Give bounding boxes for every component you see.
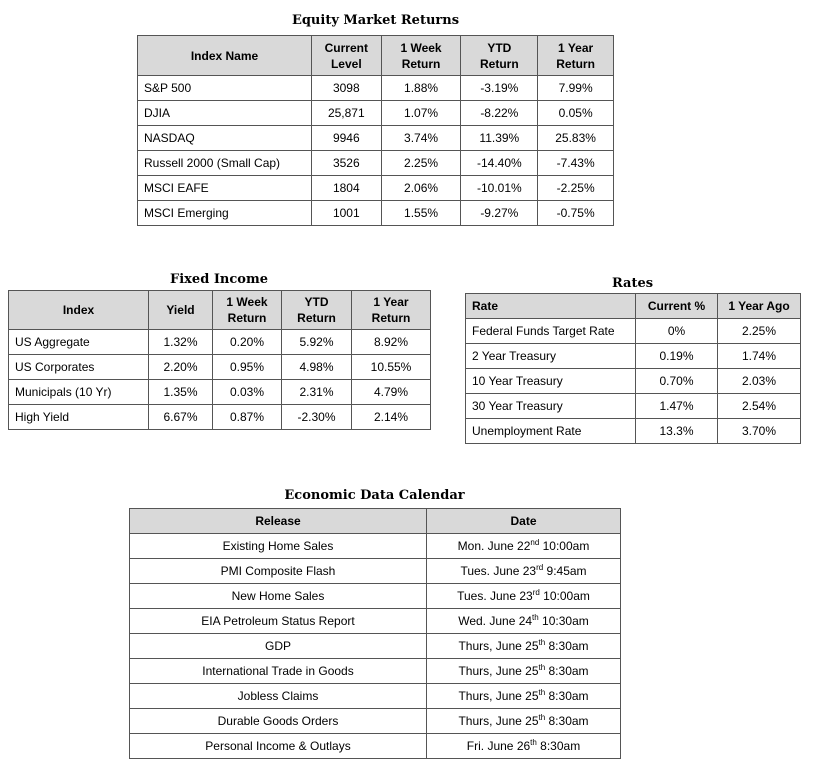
equity-row-cell: Russell 2000 (Small Cap) — [138, 151, 312, 176]
equity-row-cell: 2.25% — [381, 151, 461, 176]
rates-table — [465, 293, 801, 444]
calendar-release-cell: EIA Petroleum Status Report — [130, 609, 427, 634]
rates-section — [465, 275, 800, 444]
calendar-date: Thurs, June 25 — [458, 664, 539, 678]
fixed-income-row — [9, 380, 431, 405]
calendar-release-cell: New Home Sales — [130, 584, 427, 609]
rates-header-row — [466, 294, 801, 319]
calendar-date-cell — [427, 534, 621, 559]
fixed-income-row — [9, 405, 431, 430]
equity-row-cell: 1.55% — [381, 201, 461, 226]
rates-row-cell: 1.47% — [636, 394, 718, 419]
calendar-date-cell — [427, 709, 621, 734]
calendar-row — [130, 659, 621, 684]
calendar-date-suffix: th — [538, 713, 546, 722]
equity-row-cell: 3098 — [312, 76, 382, 101]
fixed-income-title: Fixed Income — [170, 272, 268, 287]
calendar-release-cell: Jobless Claims — [130, 684, 427, 709]
equity-row-cell: 2.06% — [381, 176, 461, 201]
equity-row-cell: 11.39% — [461, 126, 538, 151]
equity-section — [137, 12, 614, 226]
equity-header: 1 Week Return — [381, 36, 461, 76]
fixed-income-row-cell: 2.31% — [282, 380, 352, 405]
calendar-release-cell: Durable Goods Orders — [130, 709, 427, 734]
calendar-time: 10:00am — [539, 539, 590, 553]
calendar-header: Release — [130, 509, 427, 534]
fixed-income-header: YTD Return — [282, 291, 352, 330]
equity-row — [138, 176, 614, 201]
calendar-date-cell — [427, 734, 621, 759]
calendar-time: 10:30am — [538, 614, 589, 628]
fixed-income-row-cell: 0.03% — [213, 380, 282, 405]
calendar-time: 9:45am — [543, 564, 587, 578]
calendar-title: Economic Data Calendar — [284, 488, 465, 503]
calendar-release-cell: International Trade in Goods — [130, 659, 427, 684]
equity-row-cell: DJIA — [138, 101, 312, 126]
equity-row-cell: NASDAQ — [138, 126, 312, 151]
equity-header-row — [138, 36, 614, 76]
calendar-date-cell — [427, 684, 621, 709]
equity-table — [137, 35, 614, 226]
fixed-income-row-cell: 2.20% — [149, 355, 213, 380]
calendar-date: Fri. June 26 — [466, 739, 531, 753]
equity-header: Current Level — [312, 36, 382, 76]
equity-row-cell: S&P 500 — [138, 76, 312, 101]
equity-title: Equity Market Returns — [291, 13, 460, 28]
calendar-date-cell — [427, 609, 621, 634]
fixed-income-row-cell: 0.87% — [213, 405, 282, 430]
rates-row — [466, 394, 801, 419]
calendar-date: Thurs, June 25 — [458, 639, 539, 653]
calendar-date-suffix: rd — [536, 563, 544, 572]
calendar-date-suffix: th — [538, 638, 546, 647]
fixed-income-row-cell: Municipals (10 Yr) — [9, 380, 149, 405]
calendar-date-suffix: nd — [530, 538, 540, 547]
fixed-income-row-cell: 5.92% — [282, 330, 352, 355]
calendar-release-cell: PMI Composite Flash — [130, 559, 427, 584]
equity-row-cell: 0.05% — [538, 101, 614, 126]
equity-row-cell: -3.19% — [461, 76, 538, 101]
equity-row-cell: 25.83% — [538, 126, 614, 151]
fixed-income-row — [9, 330, 431, 355]
fixed-income-header: 1 Week Return — [213, 291, 282, 330]
equity-row — [138, 151, 614, 176]
rates-row-cell: Unemployment Rate — [466, 419, 636, 444]
fixed-income-header: Yield — [149, 291, 213, 330]
equity-header: YTD Return — [461, 36, 538, 76]
rates-row-cell: 2 Year Treasury — [466, 344, 636, 369]
equity-row-cell: 1.07% — [381, 101, 461, 126]
calendar-time: 8:30am — [545, 689, 589, 703]
rates-row-cell: 0.19% — [636, 344, 718, 369]
calendar-header-row — [130, 509, 621, 534]
calendar-date-cell — [427, 659, 621, 684]
rates-row-cell: 30 Year Treasury — [466, 394, 636, 419]
fixed-income-row-cell: 8.92% — [352, 330, 431, 355]
calendar-header: Date — [427, 509, 621, 534]
equity-row-cell: -2.25% — [538, 176, 614, 201]
equity-row — [138, 76, 614, 101]
calendar-date-suffix: rd — [532, 588, 540, 597]
calendar-date: Mon. June 22 — [457, 539, 531, 553]
equity-header: 1 Year Return — [538, 36, 614, 76]
rates-row-cell: 2.25% — [718, 319, 801, 344]
equity-row-cell: -10.01% — [461, 176, 538, 201]
calendar-section — [129, 487, 620, 759]
calendar-row — [130, 609, 621, 634]
calendar-row — [130, 709, 621, 734]
fixed-income-section — [8, 271, 430, 430]
fixed-income-row-cell: 6.67% — [149, 405, 213, 430]
calendar-time: 8:30am — [545, 664, 589, 678]
calendar-date-suffix: th — [538, 688, 546, 697]
rates-row-cell: 2.54% — [718, 394, 801, 419]
rates-row-cell: 2.03% — [718, 369, 801, 394]
calendar-release-cell: GDP — [130, 634, 427, 659]
calendar-time: 10:00am — [539, 589, 590, 603]
equity-row-cell: 3526 — [312, 151, 382, 176]
rates-row-cell: Federal Funds Target Rate — [466, 319, 636, 344]
equity-header: Index Name — [138, 36, 312, 76]
calendar-date-cell — [427, 559, 621, 584]
equity-row-cell: 1001 — [312, 201, 382, 226]
rates-header: Rate — [466, 294, 636, 319]
equity-row — [138, 201, 614, 226]
rates-row — [466, 369, 801, 394]
equity-row-cell: 9946 — [312, 126, 382, 151]
equity-row-cell: MSCI EAFE — [138, 176, 312, 201]
rates-header: 1 Year Ago — [718, 294, 801, 319]
calendar-date: Thurs, June 25 — [458, 689, 539, 703]
fixed-income-row-cell: US Corporates — [9, 355, 149, 380]
rates-row-cell: 1.74% — [718, 344, 801, 369]
calendar-row — [130, 584, 621, 609]
rates-row-cell: 3.70% — [718, 419, 801, 444]
calendar-row — [130, 634, 621, 659]
fixed-income-row-cell: 0.95% — [213, 355, 282, 380]
calendar-date-suffix: th — [530, 738, 537, 747]
fixed-income-row-cell: High Yield — [9, 405, 149, 430]
equity-row-cell: -0.75% — [538, 201, 614, 226]
calendar-release-cell: Existing Home Sales — [130, 534, 427, 559]
fixed-income-row-cell: 4.98% — [282, 355, 352, 380]
calendar-time: 8:30am — [545, 639, 589, 653]
fixed-income-row-cell: 2.14% — [352, 405, 431, 430]
calendar-row — [130, 734, 621, 759]
rates-title: Rates — [611, 276, 654, 291]
fixed-income-row — [9, 355, 431, 380]
fixed-income-row-cell: -2.30% — [282, 405, 352, 430]
calendar-table — [129, 508, 621, 759]
equity-row-cell: 3.74% — [381, 126, 461, 151]
rates-row-cell: 0% — [636, 319, 718, 344]
rates-row-cell: 13.3% — [636, 419, 718, 444]
equity-row — [138, 126, 614, 151]
fixed-income-table — [8, 290, 431, 430]
equity-row-cell: MSCI Emerging — [138, 201, 312, 226]
calendar-date-cell — [427, 584, 621, 609]
fixed-income-header: Index — [9, 291, 149, 330]
calendar-time: 8:30am — [545, 714, 589, 728]
calendar-release-cell: Personal Income & Outlays — [130, 734, 427, 759]
equity-row-cell: 1.88% — [381, 76, 461, 101]
calendar-date: Thurs, June 25 — [458, 714, 539, 728]
calendar-row — [130, 684, 621, 709]
calendar-row — [130, 534, 621, 559]
fixed-income-header-row — [9, 291, 431, 330]
equity-row-cell: 1804 — [312, 176, 382, 201]
calendar-time: 8:30am — [536, 739, 581, 753]
calendar-date: Tues. June 23 — [457, 589, 533, 603]
rates-row — [466, 344, 801, 369]
calendar-date-suffix: th — [538, 663, 546, 672]
fixed-income-row-cell: US Aggregate — [9, 330, 149, 355]
calendar-date-suffix: th — [532, 613, 539, 622]
calendar-row — [130, 559, 621, 584]
equity-row-cell: -7.43% — [538, 151, 614, 176]
rates-row — [466, 419, 801, 444]
rates-row-cell: 0.70% — [636, 369, 718, 394]
fixed-income-row-cell: 4.79% — [352, 380, 431, 405]
equity-row-cell: -14.40% — [461, 151, 538, 176]
rates-header: Current % — [636, 294, 718, 319]
calendar-date: Wed. June 24 — [458, 614, 533, 628]
calendar-date: Tues. June 23 — [460, 564, 537, 578]
equity-row — [138, 101, 614, 126]
fixed-income-row-cell: 1.32% — [149, 330, 213, 355]
equity-row-cell: -8.22% — [461, 101, 538, 126]
equity-row-cell: -9.27% — [461, 201, 538, 226]
equity-row-cell: 25,871 — [312, 101, 382, 126]
equity-row-cell: 7.99% — [538, 76, 614, 101]
fixed-income-row-cell: 0.20% — [213, 330, 282, 355]
fixed-income-header: 1 Year Return — [352, 291, 431, 330]
fixed-income-row-cell: 10.55% — [352, 355, 431, 380]
rates-row-cell: 10 Year Treasury — [466, 369, 636, 394]
calendar-date-cell — [427, 634, 621, 659]
fixed-income-row-cell: 1.35% — [149, 380, 213, 405]
rates-row — [466, 319, 801, 344]
